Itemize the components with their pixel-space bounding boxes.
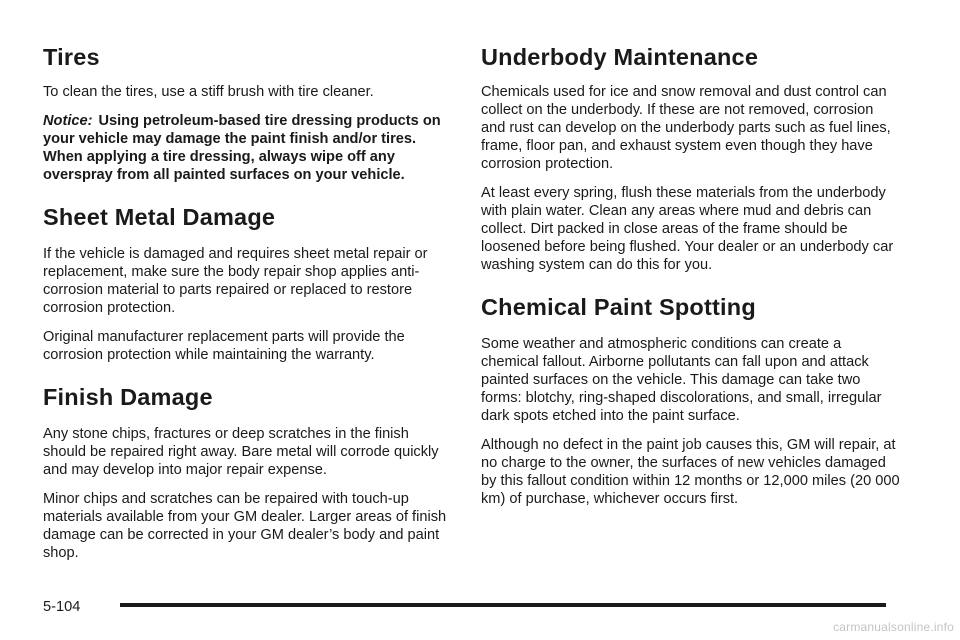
left-column [43,36,453,573]
chemical-paint-heading: Chemical Paint Spotting [481,294,756,321]
watermark: carmanualsonline.info [833,620,954,634]
sheet-metal-paragraph-2: Original manufacturer replacement parts will provide the corrosion protection while maintaining the warranty. [43,329,405,364]
page-number: 5-104 [43,599,81,615]
underbody-paragraph-2: At least every spring, flush these materials from the underbody with plain water. Clean any areas where mud and debris can collect. Dirt packed in close areas of the frame should be loosened before being flushed. Your dealer or an underbody car washing system can do this for you. [481,185,894,274]
finish-damage-heading: Finish Damage [43,384,213,411]
chemical-paint-paragraph-1: Some weather and atmospheric conditions can create a chemical fallout. Airborne pollutants can fall upon and attack painted surfaces on the vehicle. This damage can take two forms: blotchy, ring-shaped discolorations, and small, irregular dark spots etched into the paint surface. [481,336,882,425]
notice-text: Using petroleum-based tire dressing products on your vehicle may damage the paint finish and/or tires. When applying a tire dressing, always wipe off any overspray from all painted surfaces on your vehicle. [43,113,441,184]
underbody-heading: Underbody Maintenance [481,44,759,70]
finish-damage-paragraph-1: Any stone chips, fractures or deep scratches in the finish should be repaired right away. Bare metal will corrode quickly and may develop into major repair expense. [43,426,439,479]
tires-heading: Tires [43,44,100,70]
sheet-metal-heading: Sheet Metal Damage [43,204,276,231]
sheet-metal-paragraph-1: If the vehicle is damaged and requires sheet metal repair or replacement, make sure the body repair shop applies anti-corrosion material to parts repaired or replaced to restore corrosion protection. [43,246,428,317]
finish-damage-paragraph-2: Minor chips and scratches can be repaired with touch-up materials available from your GM dealer. Larger areas of finish damage can be corrected in your GM dealer’s body and paint shop. [43,491,447,562]
notice-label: Notice: [43,113,93,130]
underbody-paragraph-1: Chemicals used for ice and snow removal and dust control can collect on the underbody. If these are not removed, corrosion and rust can develop on the underbody parts such as fuel lines, frame, floor pan, and exhaust system even though they have corrosion protection. [481,84,891,173]
right-column [481,36,901,519]
chemical-paint-paragraph-2: Although no defect in the paint job causes this, GM will repair, at no charge to the owner, the surfaces of new vehicles damaged by this fallout condition within 12 months or 12,000 miles (20 000 km) of purchase, whichever occurs first. [481,437,900,508]
tires-paragraph: To clean the tires, use a stiff brush with tire cleaner. [43,84,374,101]
tires-notice [43,112,453,184]
footer-rule [120,603,886,607]
